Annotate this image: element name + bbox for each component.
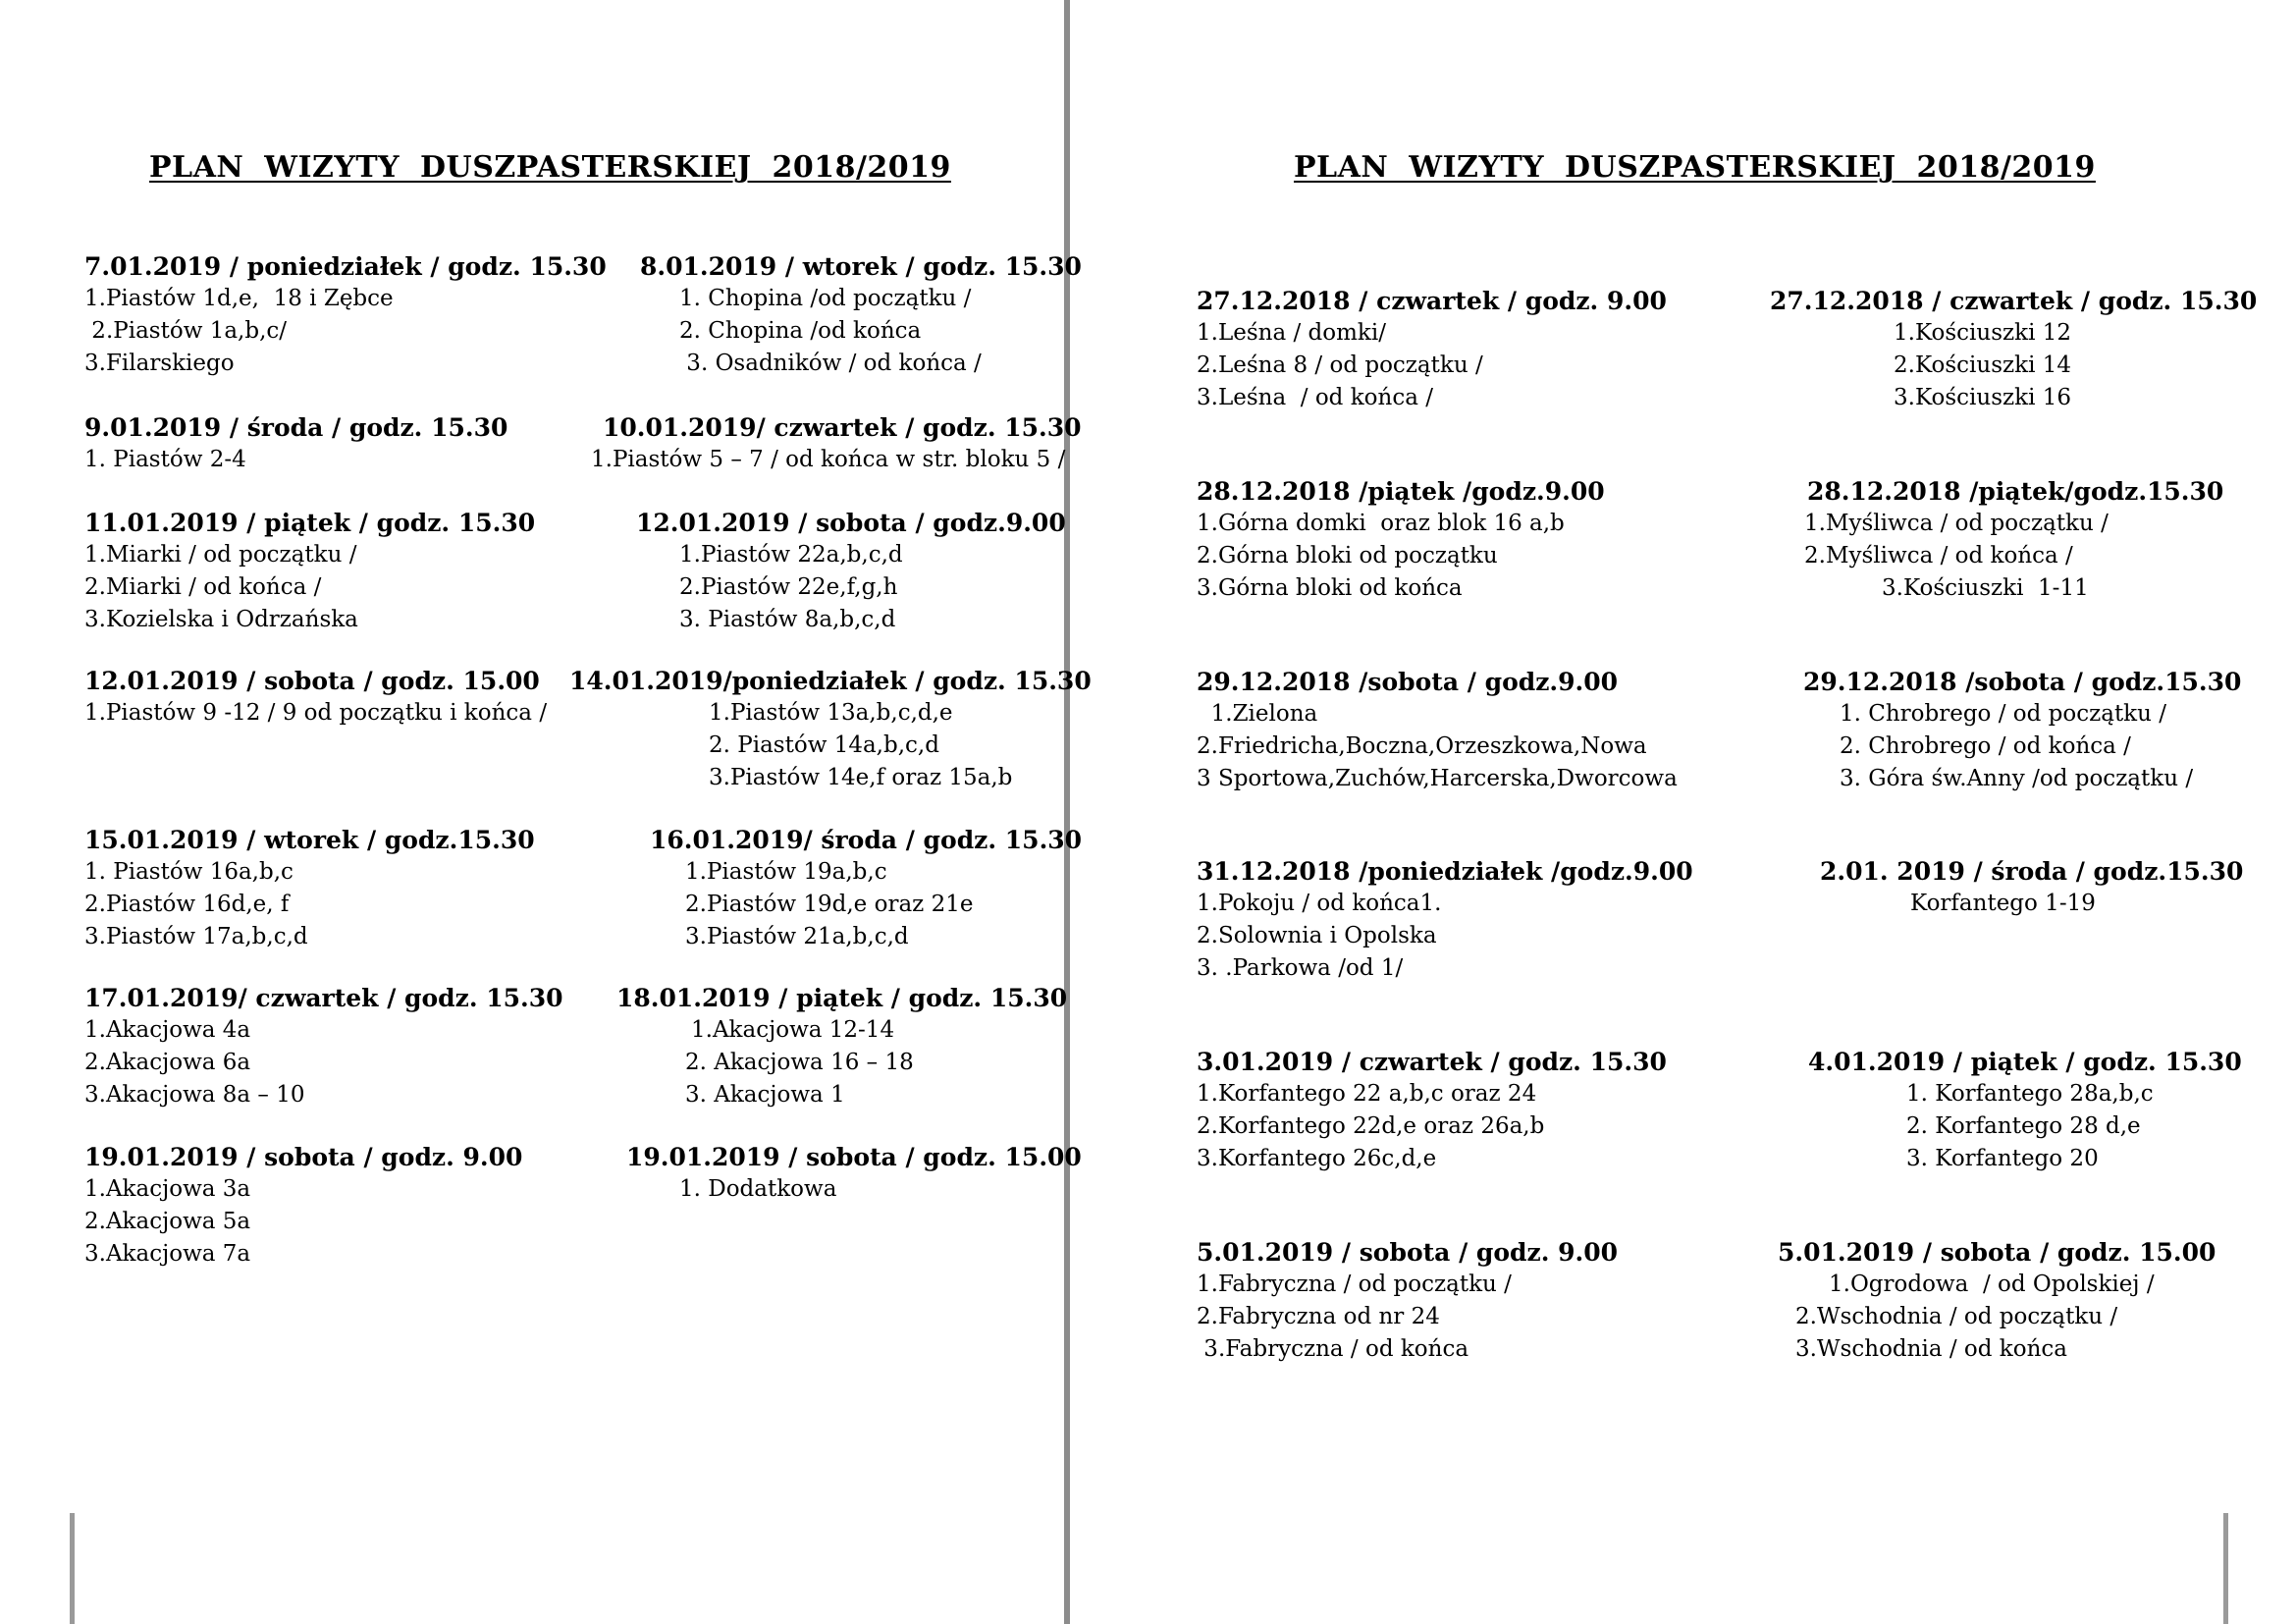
visit-street-item: 1.Korfantego 22 a,b,c oraz 24 — [1197, 1081, 1537, 1107]
page-title: PLAN WIZYTY DUSZPASTERSKIEJ 2018/2019 — [149, 150, 951, 185]
visit-street-item: 1.Myśliwca / od początku / — [1804, 511, 2109, 536]
visit-street-item: 2.Wschodnia / od początku / — [1795, 1304, 2118, 1329]
visit-street-item: Korfantego 1-19 — [1910, 891, 2096, 916]
visit-date-header: 12.01.2019 / sobota / godz. 15.00 — [84, 667, 540, 695]
visit-street-item: 2.Solownia i Opolska — [1197, 923, 1437, 948]
visit-block — [84, 982, 563, 1111]
visit-street-item: 3.Wschodnia / od końca — [1795, 1336, 2067, 1362]
visit-street-item: 2.Friedricha,Boczna,Orzeszkowa,Nowa — [1197, 733, 1647, 759]
visit-date-header: 10.01.2019/ czwartek / godz. 15.30 — [603, 413, 1082, 442]
visit-block — [1804, 475, 2224, 605]
visit-date-header: 9.01.2019 / środa / godz. 15.30 — [84, 413, 508, 442]
visit-street-item: 1. Chrobrego / od początku / — [1840, 701, 2166, 727]
visit-block — [1770, 285, 2257, 414]
visit-street-item: 1.Pokoju / od końca1. — [1197, 891, 1442, 916]
visit-street-item: 3. Korfantego 20 — [1906, 1146, 2099, 1171]
visit-street-item: 3.Piastów 21a,b,c,d — [685, 924, 909, 949]
visit-street-item: 1. Dodatkowa — [679, 1176, 837, 1202]
visit-date-header: 5.01.2019 / sobota / godz. 15.00 — [1778, 1238, 2216, 1267]
visit-date-header: 2.01. 2019 / środa / godz.15.30 — [1820, 857, 2244, 886]
visit-date-header: 4.01.2019 / piątek / godz. 15.30 — [1808, 1048, 2242, 1076]
visit-street-item: 1.Zielona — [1197, 701, 1318, 727]
visit-block — [650, 824, 1082, 953]
visit-date-header: 5.01.2019 / sobota / godz. 9.00 — [1197, 1238, 1619, 1267]
visit-date-header: 27.12.2018 / czwartek / godz. 9.00 — [1197, 287, 1667, 315]
visit-street-item: 3.Filarskiego — [84, 351, 235, 376]
visit-street-item: 3.Fabryczna / od końca — [1197, 1336, 1469, 1362]
page-title: PLAN WIZYTY DUSZPASTERSKIEJ 2018/2019 — [1294, 150, 2096, 185]
visit-date-header: 7.01.2019 / poniedziałek / godz. 15.30 — [84, 252, 607, 281]
visit-street-item: 2. Chopina /od końca — [679, 318, 922, 344]
visit-street-item: 3. .Parkowa /od 1/ — [1197, 955, 1404, 981]
visit-block — [84, 1141, 522, 1271]
visit-street-item: 1.Akacjowa 4a — [84, 1017, 251, 1043]
visit-date-header: 16.01.2019/ środa / godz. 15.30 — [650, 826, 1083, 854]
visit-street-item: 2.Myśliwca / od końca / — [1804, 543, 2073, 568]
visit-street-item: 1. Piastów 16a,b,c — [84, 859, 294, 885]
visit-street-item: 3.Kozielska i Odrzańska — [84, 607, 358, 632]
visit-date-header: 31.12.2018 /poniedziałek /godz.9.00 — [1197, 857, 1693, 886]
visit-street-item: 1.Fabryczna / od początku / — [1197, 1272, 1512, 1297]
visit-date-header: 19.01.2019 / sobota / godz. 15.00 — [626, 1143, 1082, 1171]
visit-street-item: 2.Piastów 19d,e oraz 21e — [685, 892, 974, 917]
visit-street-item: 1. Piastów 2-4 — [84, 447, 246, 472]
visit-street-item: 1.Górna domki oraz blok 16 a,b — [1197, 511, 1565, 536]
visit-date-header: 28.12.2018 /piątek /godz.9.00 — [1197, 477, 1605, 506]
visit-street-item: 3.Górna bloki od końca — [1197, 575, 1463, 601]
left-page — [0, 0, 1092, 1624]
visit-street-item: 1.Piastów 22a,b,c,d — [679, 542, 903, 568]
visit-street-item: 2.Akacjowa 5a — [84, 1209, 251, 1234]
visit-street-item: 2.Fabryczna od nr 24 — [1197, 1304, 1440, 1329]
visit-street-item: 1.Akacjowa 12-14 — [691, 1017, 895, 1043]
visit-block — [1808, 1046, 2242, 1175]
visit-street-item: 1.Ogrodowa / od Opolskiej / — [1829, 1272, 2155, 1297]
visit-street-item: 1.Piastów 13a,b,c,d,e — [709, 700, 953, 726]
visit-block — [616, 982, 1067, 1111]
visit-date-header: 29.12.2018 /sobota / godz.9.00 — [1197, 668, 1619, 696]
visit-date-header: 12.01.2019 / sobota / godz.9.00 — [636, 509, 1066, 537]
visit-street-item: 3.Akacjowa 8a – 10 — [84, 1082, 305, 1108]
visit-street-item: 2.Piastów 1a,b,c/ — [84, 318, 288, 344]
visit-street-item: 2.Górna bloki od początku — [1197, 543, 1498, 568]
visit-street-item: 1.Piastów 5 – 7 / od końca w str. bloku 5 / — [591, 447, 1066, 472]
visit-street-item: 2.Miarki / od końca / — [84, 574, 322, 600]
visit-date-header: 18.01.2019 / piątek / godz. 15.30 — [616, 984, 1068, 1012]
visit-street-item: 1.Leśna / domki/ — [1197, 320, 1386, 346]
visit-block — [640, 250, 1082, 380]
visit-block — [636, 507, 1066, 636]
visit-block — [84, 411, 507, 476]
visit-street-item: 2.Piastów 16d,e, f — [84, 892, 290, 917]
visit-street-item: 1.Piastów 9 -12 / 9 od początku i końca / — [84, 700, 548, 726]
visit-block — [626, 1141, 1082, 1206]
visit-street-item: 2. Korfantego 28 d,e — [1906, 1113, 2141, 1139]
visit-street-item: 1.Piastów 1d,e, 18 i Zębce — [84, 286, 394, 311]
visit-street-item: 3.Kościuszki 16 — [1894, 385, 2072, 410]
visit-street-item: 1. Chopina /od początku / — [679, 286, 972, 311]
visit-block — [84, 665, 547, 730]
visit-date-header: 29.12.2018 /sobota / godz.15.30 — [1803, 668, 2242, 696]
visit-street-item: 2. Akacjowa 16 – 18 — [685, 1050, 914, 1075]
visit-street-item: 3 Sportowa,Zuchów,Harcerska,Dworcowa — [1197, 766, 1678, 791]
visit-street-item: 3. Osadników / od końca / — [679, 351, 982, 376]
visit-street-item: 1.Akacjowa 3a — [84, 1176, 251, 1202]
visit-street-item: 3.Piastów 14e,f oraz 15a,b — [709, 765, 1013, 790]
visit-block — [1197, 855, 1693, 985]
visit-street-item: 2.Leśna 8 / od początku / — [1197, 352, 1483, 378]
visit-street-item: 2.Akacjowa 6a — [84, 1050, 251, 1075]
visit-date-header: 11.01.2019 / piątek / godz. 15.30 — [84, 509, 536, 537]
visit-street-item: 3. Akacjowa 1 — [685, 1082, 845, 1108]
visit-block — [1778, 1236, 2216, 1366]
visit-block — [1197, 1046, 1667, 1175]
visit-block — [1197, 666, 1678, 795]
visit-date-header: 15.01.2019 / wtorek / godz.15.30 — [84, 826, 535, 854]
visit-street-item: 1.Piastów 19a,b,c — [685, 859, 887, 885]
visit-block — [1197, 1236, 1618, 1366]
visit-date-header: 17.01.2019/ czwartek / godz. 15.30 — [84, 984, 563, 1012]
visit-block — [1803, 666, 2241, 795]
visit-street-item: 3.Piastów 17a,b,c,d — [84, 924, 308, 949]
visit-street-item: 3.Kościuszki 1-11 — [1882, 575, 2089, 601]
visit-date-header: 19.01.2019 / sobota / godz. 9.00 — [84, 1143, 523, 1171]
right-page — [1076, 0, 2296, 1624]
visit-date-header: 14.01.2019/poniedziałek / godz. 15.30 — [569, 667, 1092, 695]
visit-street-item: 1.Miarki / od początku / — [84, 542, 357, 568]
visit-block — [1197, 475, 1605, 605]
visit-street-item: 3.Leśna / od końca / — [1197, 385, 1433, 410]
visit-street-item: 3.Korfantego 26c,d,e — [1197, 1146, 1437, 1171]
visit-street-item: 1.Kościuszki 12 — [1894, 320, 2072, 346]
visit-block — [84, 824, 535, 953]
visit-street-item: 2. Piastów 14a,b,c,d — [709, 732, 939, 758]
visit-block — [569, 665, 1092, 794]
visit-street-item: 3.Akacjowa 7a — [84, 1241, 251, 1267]
visit-date-header: 28.12.2018 /piątek/godz.15.30 — [1807, 477, 2224, 506]
visit-date-header: 3.01.2019 / czwartek / godz. 15.30 — [1197, 1048, 1667, 1076]
visit-street-item: 2.Korfantego 22d,e oraz 26a,b — [1197, 1113, 1545, 1139]
visit-block — [84, 250, 607, 380]
visit-block — [1197, 285, 1667, 414]
visit-block — [84, 507, 535, 636]
visit-street-item: 2.Kościuszki 14 — [1894, 352, 2072, 378]
visit-street-item: 2.Piastów 22e,f,g,h — [679, 574, 898, 600]
visit-block — [591, 411, 1082, 476]
visit-date-header: 27.12.2018 / czwartek / godz. 15.30 — [1770, 287, 2258, 315]
visit-street-item: 3. Piastów 8a,b,c,d — [679, 607, 896, 632]
visit-date-header: 8.01.2019 / wtorek / godz. 15.30 — [640, 252, 1082, 281]
visit-block — [1820, 855, 2243, 920]
visit-street-item: 1. Korfantego 28a,b,c — [1906, 1081, 2154, 1107]
visit-street-item: 3. Góra św.Anny /od początku / — [1840, 766, 2194, 791]
visit-street-item: 2. Chrobrego / od końca / — [1840, 733, 2131, 759]
